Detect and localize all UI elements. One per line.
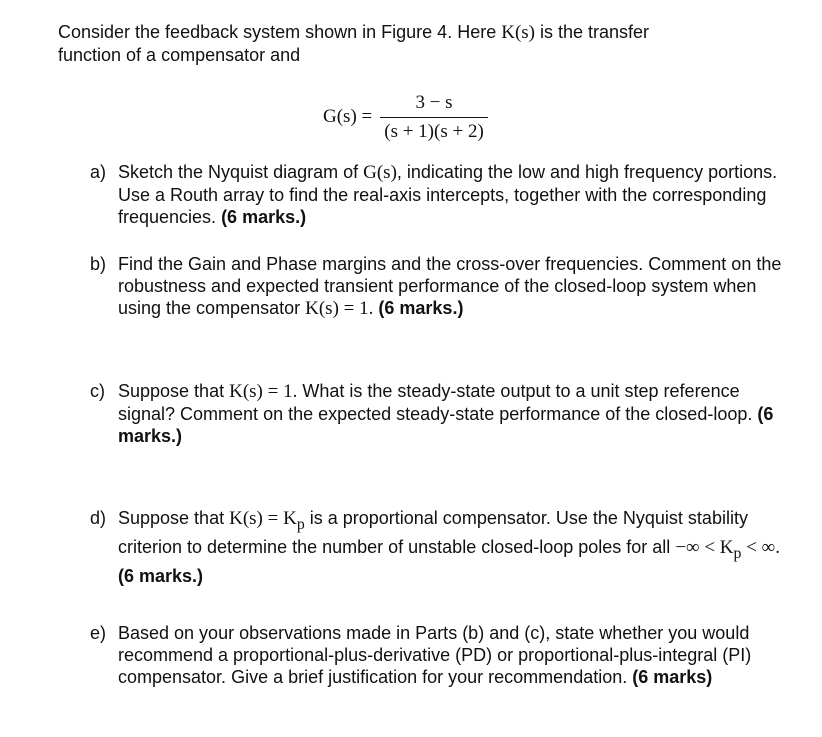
equation-fraction xyxy=(380,92,488,143)
part-a-marks: (6 marks.) xyxy=(221,207,307,227)
part-c-marks: (6 marks.) xyxy=(118,404,774,446)
part-c-text-1: Suppose that xyxy=(118,381,230,401)
part-d-math-1-sub: p xyxy=(296,515,305,533)
part-e-label: e) xyxy=(90,623,107,643)
part-b-marks: (6 marks.) xyxy=(378,298,464,318)
part-d-math-2-end: < ∞. xyxy=(741,536,780,558)
intro-text-3: function of a compensator and xyxy=(58,45,301,65)
question-part-b xyxy=(90,253,790,320)
part-d-math-2-main: −∞ < K xyxy=(675,536,734,558)
part-c-text-2: What is the steady-state output to a unit step reference signal? Comment on the expected steady-state performance of the closed-loop. xyxy=(118,381,758,424)
part-a-text-1: Sketch the Nyquist diagram of xyxy=(118,162,364,182)
equation-denominator: (s + 1)(s + 2) xyxy=(380,117,488,143)
part-d-marks: (6 marks.) xyxy=(118,565,204,586)
part-b-label: b) xyxy=(90,254,107,274)
equation-numerator: 3 − s xyxy=(415,91,453,113)
part-c-text xyxy=(118,380,790,447)
part-d-label: d) xyxy=(90,508,107,528)
part-b-math: K(s) = 1. xyxy=(305,298,374,319)
part-d-text-2: is a proportional compensator. Use the Nyquist stability criterion to determine the number of unstable closed-loop poles for all xyxy=(118,508,748,557)
part-e-text xyxy=(118,622,790,688)
question-part-d xyxy=(90,507,790,587)
part-a-label: a) xyxy=(90,162,107,182)
part-d-text-1: Suppose that xyxy=(118,508,230,528)
part-b-text xyxy=(118,253,790,320)
equation-lhs: G(s) = xyxy=(323,106,373,127)
part-c-math: K(s) = 1. xyxy=(229,381,298,402)
part-b-text-1: Find the Gain and Phase margins and the cross-over frequencies. Comment on the robustness and expected transient performance of the closed-loop system when using the compensator xyxy=(118,254,782,318)
part-a-math: G(s) xyxy=(363,162,397,183)
intro-math-k: K(s) xyxy=(501,22,535,43)
part-e-marks: (6 marks) xyxy=(632,667,713,687)
question-part-e xyxy=(90,622,790,688)
part-a-text-2: , indicating the low and high frequency portions. Use a Routh array to find the real-axis intercepts, together with the corresponding frequencies. xyxy=(118,162,778,227)
part-e-text-1: Based on your observations made in Parts (b) and (c), state whether you would recommend a proportional-plus-derivative (PD) or proportional-plus-integral (PI) compensator. Give a brief justification for your recommendation. xyxy=(118,623,752,687)
question-part-a xyxy=(90,161,790,228)
part-d-text xyxy=(118,507,790,587)
intro-text-2: is the transfer xyxy=(535,22,650,42)
part-d-math-2-sub: p xyxy=(733,544,742,562)
part-a-text xyxy=(118,161,790,228)
question-part-c xyxy=(90,380,790,447)
part-d-math-1 xyxy=(229,508,305,533)
intro-paragraph xyxy=(58,21,778,66)
intro-text-1: Consider the feedback system shown in Figure 4. Here xyxy=(58,22,502,42)
part-d-math-1-main: K(s) = K xyxy=(229,508,297,529)
part-d-math-2 xyxy=(675,536,780,562)
transfer-function-equation xyxy=(323,88,488,146)
part-c-label: c) xyxy=(90,381,105,401)
